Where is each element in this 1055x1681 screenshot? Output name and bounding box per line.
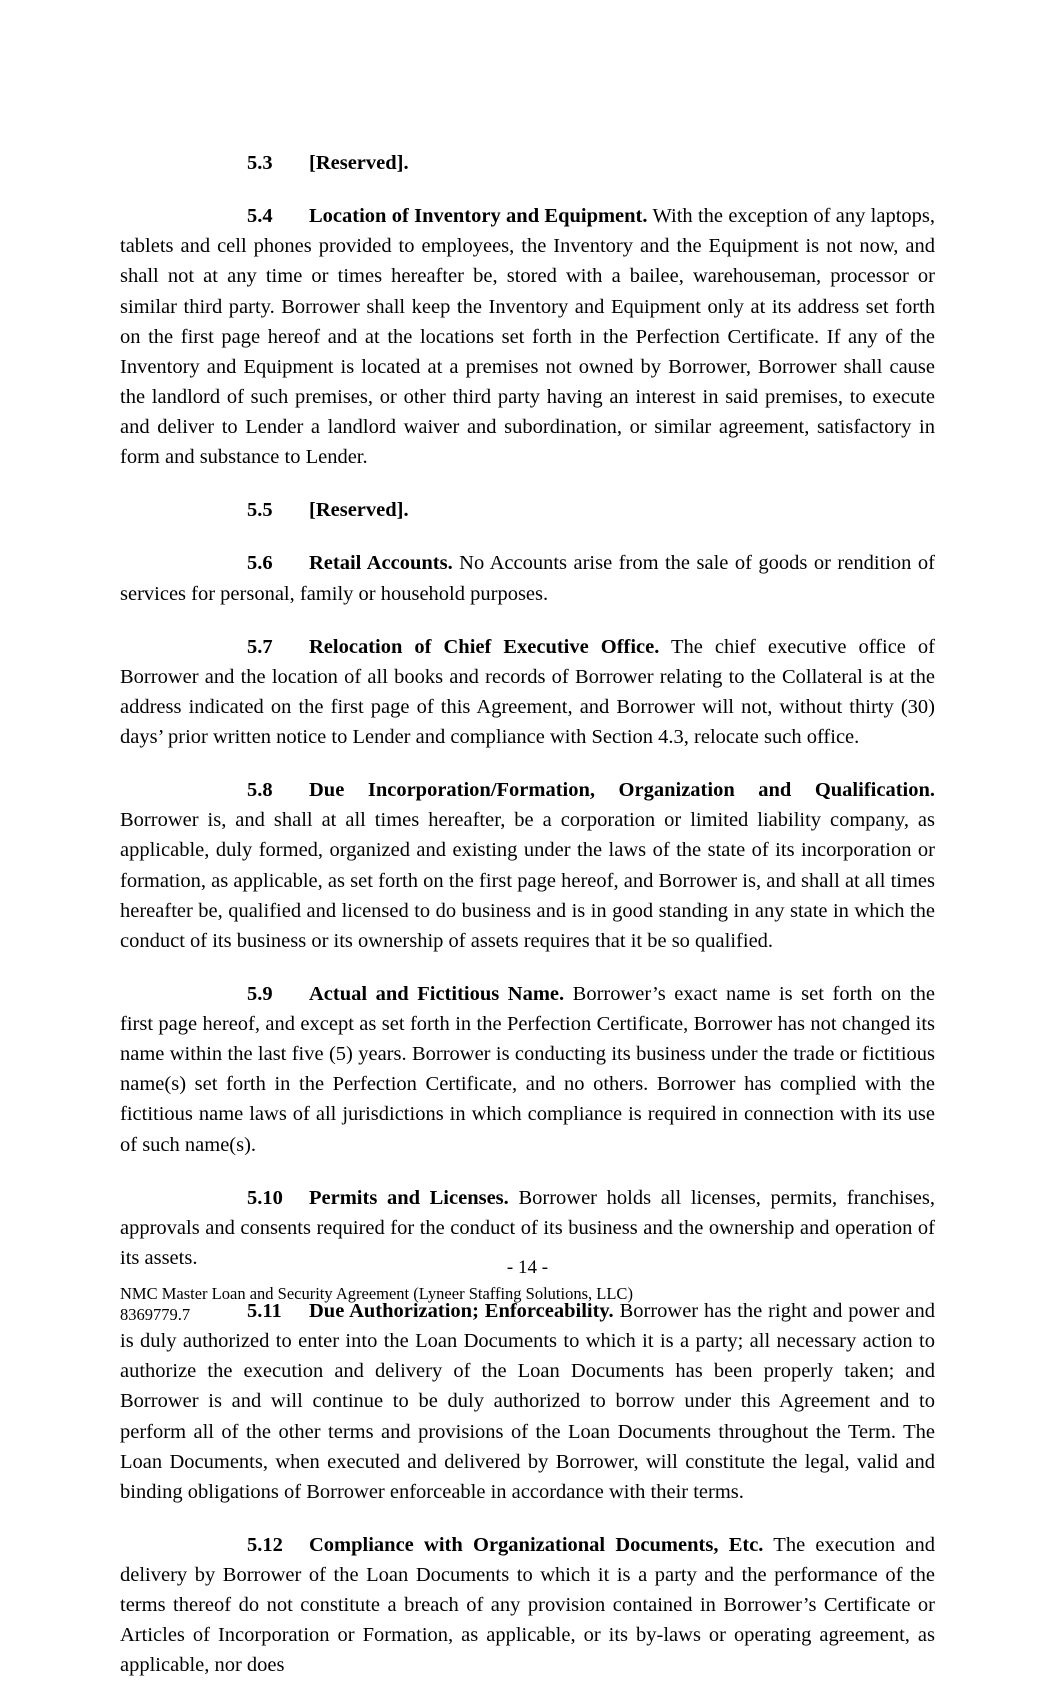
clause-5-8 — [120, 775, 935, 956]
footer-document-title: NMC Master Loan and Security Agreement (Lyneer Staffing Solutions, LLC) — [120, 1283, 633, 1303]
footer-document-id: 8369779.7 — [120, 1304, 191, 1324]
document-body — [120, 148, 935, 1681]
clause-number: 5.10 — [247, 1186, 283, 1209]
clause-text: The execution and delivery by Borrower of the Loan Documents to which it is a party and the performance of the terms thereof do not constitute a breach of any provision contained in Borrower’s Certificate or Articles of Incorporation or Formation, as applicable, or its by-laws or operating agreement, as applicable, nor does — [120, 1533, 935, 1677]
clause-heading: [Reserved]. — [309, 152, 409, 174]
clause-number: 5.3 — [247, 152, 273, 174]
clause-heading: Relocation of Chief Executive Office. — [309, 635, 660, 658]
clause-number: 5.7 — [247, 635, 273, 658]
clause-number: 5.11 — [247, 1300, 282, 1322]
clause-heading: [Reserved]. — [309, 499, 409, 522]
clause-5-7 — [120, 632, 935, 753]
clause-5-12 — [120, 1530, 935, 1681]
clause-heading: Due Authorization; Enforceability. — [309, 1300, 614, 1322]
clause-heading: Retail Accounts. — [309, 552, 453, 575]
clause-text: Borrower’s exact name is set forth on the first page hereof, and except as set forth in the Perfection Certificate, Borrower has not changed its name within the last five (5) years. Borrower is conducting its business under the trade or fictitious name(s) set forth in the Perfection Certificate, and no others. Borrower has complied with the fictitious name laws of all jurisdictions in which compliance is required in connection with its use of such name(s). — [120, 982, 935, 1156]
clause-text: Borrower is, and shall at all times hereafter, be a corporation or limited liability company, as applicable, duly formed, organized and existing under the laws of the state of its incorporation or formation, as applicable, as set forth on the first page hereof, and Borrower is, and shall at all times hereafter be, qualified and licensed to do business and is in good standing in any state in which the conduct of its business or its ownership of assets requires that it be so qualified. — [120, 809, 935, 952]
clause-5-9 — [120, 979, 935, 1160]
clause-5-5 — [120, 495, 935, 525]
clause-heading: Due Incorporation/Formation, Organization and Qualification. — [309, 779, 935, 802]
clause-heading: Permits and Licenses. — [309, 1186, 509, 1209]
clause-heading: Compliance with Organizational Documents, Etc. — [309, 1533, 764, 1556]
clause-text: With the exception of any laptops, tablets and cell phones provided to employees, the Inventory and the Equipment is not now, and shall not at any time or times hereafter be, stored with a bailee, warehouseman, processor or similar third party. Borrower shall keep the Inventory and Equipment only at its address set forth on the first page hereof and at the locations set forth in the Perfection Certificate. If any of the Inventory and Equipment is located at a premises not owned by Borrower, Borrower shall cause the landlord of such premises, or other third party having an interest in said premises, to execute and deliver to Lender a landlord waiver and subordination, or similar agreement, satisfactory in form and substance to Lender. — [120, 205, 935, 469]
clause-number: 5.5 — [247, 499, 273, 522]
clause-text: No Accounts arise from the sale of goods or rendition of services for personal, family or household purposes. — [120, 552, 935, 605]
clause-5-4 — [120, 201, 935, 472]
clause-number: 5.6 — [247, 552, 273, 575]
clause-heading: Actual and Fictitious Name. — [309, 982, 565, 1005]
clause-text: The chief executive office of Borrower and the location of all books and records of Borrower relating to the Collateral is at the address indicated on the first page of this Agreement, and Borrower will not, without thirty (30) days’ prior written notice to Lender and compliance with Section 4.3, relocate such office. — [120, 635, 935, 748]
clause-5-6 — [120, 548, 935, 608]
clause-number: 5.12 — [247, 1533, 283, 1556]
clause-number: 5.4 — [247, 205, 273, 228]
clause-heading: Location of Inventory and Equipment. — [309, 205, 648, 228]
clause-5-3 — [120, 148, 935, 178]
page-footer — [0, 1257, 1055, 1325]
clause-5-11 — [120, 1296, 935, 1507]
clause-number: 5.9 — [247, 982, 273, 1005]
clause-text: Borrower holds all licenses, permits, franchises, approvals and consents required for the conduct of its business and the ownership and operation of its assets. — [120, 1186, 935, 1269]
clause-text: Borrower has the right and power and is duly authorized to enter into the Loan Documents to which it is a party; all necessary action to authorize the execution and delivery of the Loan Documents has been properly taken; and Borrower is and will continue to be duly authorized to borrow under this Agreement and to perform all of the other terms and provisions of the Loan Documents throughout the Term. The Loan Documents, when executed and delivered by Borrower, will constitute the legal, valid and binding obligations of Borrower enforceable in accordance with their terms. — [120, 1300, 935, 1503]
page-number: - 14 - — [506, 1256, 549, 1278]
clause-number: 5.8 — [247, 779, 273, 802]
